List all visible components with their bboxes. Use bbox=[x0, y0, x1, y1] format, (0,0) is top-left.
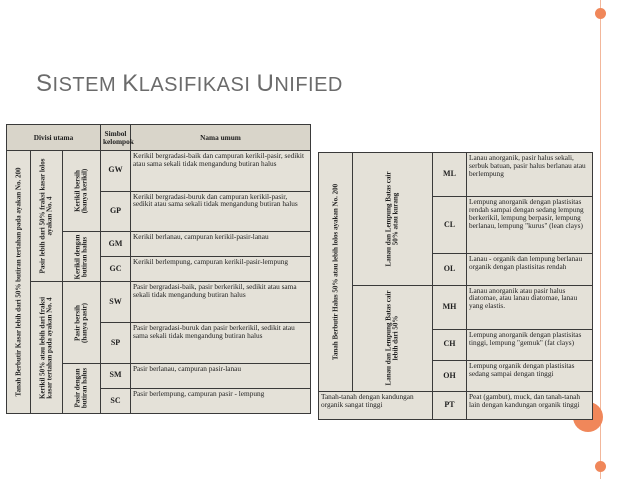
symbol-sp: SP bbox=[101, 323, 131, 364]
symbol-ml: ML bbox=[433, 153, 467, 197]
name-gc: Kerikil berlempung, campuran kerikil-pasir-lempung bbox=[131, 257, 311, 282]
silt-low-cell bbox=[353, 153, 433, 286]
silt-low-label: Lanau dan Lempung Batas cair 50% atau kurang bbox=[384, 171, 400, 267]
gravel-group-cell bbox=[31, 151, 63, 282]
name-mh: Lanau anorganik atau pasir halus diatomae, atau lanau diatomae, lanau yang elastis. bbox=[467, 285, 593, 329]
name-oh: Lempung organik dengan plastisitas sedang sampai dengan tinggi bbox=[467, 360, 593, 391]
coarse-major-label: Tanah Berbutir Kasar lebih dari 50% butiran tertahan pada ayakan No. 200 bbox=[13, 167, 22, 397]
symbol-sc: SC bbox=[101, 388, 131, 413]
fines-gravel-label: Kerikil dengan butiran halus bbox=[73, 234, 89, 280]
symbol-sw: SW bbox=[101, 282, 131, 323]
name-sm: Pasir berlanau, campuran pasir-lanau bbox=[131, 363, 311, 388]
symbol-oh: OH bbox=[433, 360, 467, 391]
symbol-mh: MH bbox=[433, 285, 467, 329]
name-sw: Pasir bergradasi-baik, pasir berkerikil, sedikit atau sama sekali tidak mengandung butiran halus bbox=[131, 282, 311, 323]
slide-title: SISTEM KLASIFIKASI UNIFIED bbox=[36, 70, 343, 97]
symbol-ol: OL bbox=[433, 254, 467, 285]
name-pt: Peat (gambut), muck, dan tanah-tanah lain dengan kandungan organik tinggi bbox=[467, 392, 593, 420]
slide-decor-rule bbox=[600, 0, 601, 479]
decor-dot-bottom bbox=[595, 461, 606, 472]
coarse-grained-table-image bbox=[6, 124, 311, 414]
name-cl: Lempung anorganik dengan plastisitas rendah sampai dengan sedang lempung berkerikil, lempung berpasir, lempung berlanau, lempung "kurus" (lean clays) bbox=[467, 197, 593, 254]
name-ol: Lanau - organik dan lempung berlanau organik dengan plastisitas rendah bbox=[467, 254, 593, 285]
header-nama: Nama umum bbox=[131, 125, 311, 151]
gravel-group-label: Pasir lebih dari 50% fraksi kasar lolos ayakan No. 4 bbox=[38, 158, 54, 274]
silt-high-cell bbox=[353, 285, 433, 391]
header-divisi: Divisi utama bbox=[7, 125, 101, 151]
peat-label: Tanah-tanah dengan kandungan organik sangat tinggi bbox=[319, 392, 433, 420]
sand-group-label: Kerikil 50% atau lebih dari fraksi kasar tertahan pada ayakan No. 4 bbox=[38, 296, 54, 399]
symbol-pt: PT bbox=[433, 392, 467, 420]
coarse-major-cell bbox=[7, 151, 31, 414]
silt-high-label: Lanau dan Lempung Batas cair lebih dari 50% bbox=[384, 290, 400, 386]
name-sc: Pasir berlempung, campuran pasir - lempung bbox=[131, 388, 311, 413]
symbol-gc: GC bbox=[101, 257, 131, 282]
name-sp: Pasir bergradasi-buruk dan pasir berkerikil, sedikit atau sama sekali tidak mengandung butiran halus bbox=[131, 323, 311, 364]
name-gp: Kerikil bergradasi-buruk dan campuran kerikil-pasir, sedikit atau sama sekali tidak mengandung butiran halus bbox=[131, 191, 311, 232]
name-gm: Kerikil berlanau, campuran kerikil-pasir-lanau bbox=[131, 232, 311, 257]
name-ch: Lempung anorganik dengan plastisitas tinggi, lempung "gemuk" (fat clays) bbox=[467, 329, 593, 360]
fine-major-cell bbox=[319, 153, 353, 392]
fine-grained-table bbox=[318, 152, 593, 420]
decor-dot-top bbox=[595, 8, 606, 19]
coarse-grained-table bbox=[6, 124, 311, 414]
fines-sand-label: Pasir dengan butiran halus bbox=[73, 368, 89, 409]
fine-grained-table-image bbox=[318, 152, 593, 420]
header-simbol: Simbol kelompok bbox=[101, 125, 131, 151]
symbol-gp: GP bbox=[101, 191, 131, 232]
symbol-gw: GW bbox=[101, 151, 131, 192]
fines-sand-cell bbox=[63, 363, 101, 413]
name-gw: Kerikil bergradasi-baik dan campuran kerikil-pasir, sedikit atau sama sekali tidak mengandung butiran halus bbox=[131, 151, 311, 192]
fine-major-label: Tanah Berbutir Halus 50% atau lebih lolos ayakan No. 200 bbox=[330, 183, 339, 361]
symbol-ch: CH bbox=[433, 329, 467, 360]
symbol-sm: SM bbox=[101, 363, 131, 388]
symbol-cl: CL bbox=[433, 197, 467, 254]
clean-sand-label: Pasir bersih (hanya pasir) bbox=[73, 302, 89, 343]
clean-sand-cell bbox=[63, 282, 101, 363]
sand-group-cell bbox=[31, 282, 63, 414]
fines-gravel-cell bbox=[63, 232, 101, 282]
clean-gravel-cell bbox=[63, 151, 101, 232]
symbol-gm: GM bbox=[101, 232, 131, 257]
clean-gravel-label: Kerikil bersih (hanya kerikil) bbox=[73, 168, 89, 214]
name-ml: Lanau anorganik, pasir halus sekali, serbuk batuan, pasir halus berlanau atau berlempung bbox=[467, 153, 593, 197]
